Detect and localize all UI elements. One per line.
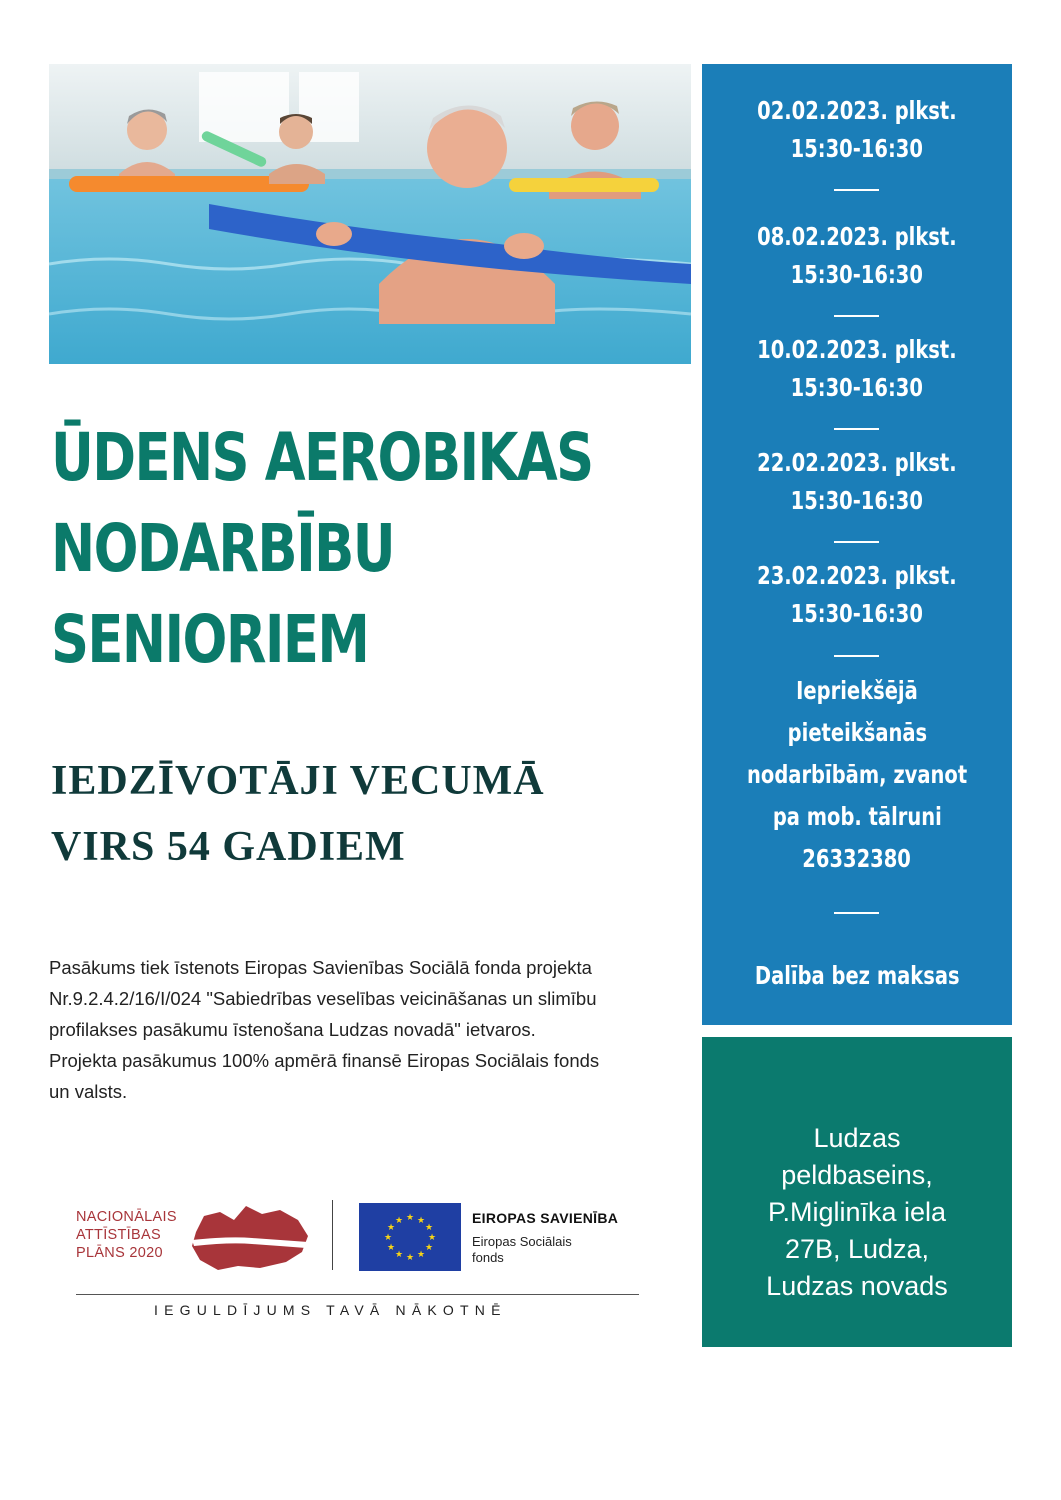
svg-text:★: ★ — [424, 1223, 434, 1233]
phone-number: 26332380 — [802, 844, 912, 873]
eu-sub-line: Eiropas Sociālais — [472, 1234, 572, 1249]
schedule-panel — [702, 64, 1012, 1025]
session-time: 15:30-16:30 — [790, 373, 924, 402]
session-item — [702, 331, 1012, 407]
eu-title: EIROPAS SAVIENĪBA — [472, 1210, 619, 1226]
location-line: P.Miglinīka iela — [767, 1197, 947, 1227]
separator — [834, 315, 879, 317]
separator — [834, 655, 879, 657]
registration-line: Iepriekšējā — [796, 676, 918, 705]
description-line: profilakses pasākumu īstenošana Ludzas novadā" ietvaros. — [49, 1019, 536, 1040]
audience-subtitle — [51, 748, 691, 880]
svg-text:★: ★ — [405, 1253, 415, 1263]
svg-text:★: ★ — [394, 1216, 404, 1226]
registration-line: nodarbībām, zvanot — [746, 760, 968, 789]
session-item — [702, 218, 1012, 294]
location-line: Ludzas novads — [766, 1271, 948, 1301]
eu-flag-icon — [359, 1203, 461, 1271]
svg-text:★: ★ — [386, 1243, 396, 1253]
nap-line: ATTĪSTĪBAS — [76, 1227, 161, 1243]
location-panel — [702, 1037, 1012, 1347]
session-date: 23.02.2023. plkst. — [757, 561, 957, 590]
main-title — [51, 412, 593, 685]
session-item — [702, 92, 1012, 168]
description-line: un valsts. — [49, 1081, 128, 1102]
session-date: 10.02.2023. plkst. — [757, 335, 957, 364]
eu-subtitle — [472, 1234, 572, 1266]
session-item — [702, 444, 1012, 520]
svg-text:★: ★ — [405, 1213, 415, 1223]
location-line: 27B, Ludza, — [784, 1234, 930, 1264]
session-date: 08.02.2023. plkst. — [757, 222, 957, 251]
latvia-map-logo — [190, 1202, 312, 1274]
logo-divider — [332, 1200, 333, 1270]
logo-baseline — [76, 1294, 639, 1295]
nap-logo-text — [76, 1208, 177, 1262]
svg-text:★: ★ — [424, 1243, 434, 1253]
session-date: 22.02.2023. plkst. — [757, 448, 957, 477]
free-label: Dalība bez maksas — [754, 961, 960, 990]
free-participation — [702, 957, 1012, 995]
description-line: Nr.9.2.4.2/16/I/024 "Sabiedrības veselības veicināšanas un slimību — [49, 988, 597, 1009]
description-line: Projekta pasākumus 100% apmērā finansē Eiropas Sociālais fonds — [49, 1050, 600, 1071]
svg-text:★: ★ — [394, 1250, 404, 1260]
nap-line: PLĀNS 2020 — [76, 1245, 163, 1261]
location-line: peldbaseins, — [781, 1160, 933, 1190]
subtitle-line: VIRS 54 GADIEM — [51, 824, 406, 870]
svg-text:★: ★ — [383, 1233, 393, 1243]
registration-line: pa mob. tālruni — [772, 802, 942, 831]
svg-text:★: ★ — [416, 1250, 426, 1260]
subtitle-line: IEDZĪVOTĀJI VECUMĀ — [51, 758, 545, 804]
eu-sub-line: fonds — [472, 1250, 504, 1265]
session-time: 15:30-16:30 — [790, 260, 924, 289]
nap-line: NACIONĀLAIS — [76, 1209, 177, 1225]
funding-logos — [76, 1198, 646, 1328]
location-line: Ludzas — [813, 1123, 901, 1153]
session-item — [702, 557, 1012, 633]
session-time: 15:30-16:30 — [790, 486, 924, 515]
title-line: ŪDENS AEROBIKAS — [51, 419, 593, 496]
project-description — [49, 952, 694, 1107]
svg-text:★: ★ — [427, 1233, 437, 1243]
title-line: NODARBĪBU — [51, 510, 395, 587]
hero-photo — [49, 64, 691, 364]
session-time: 15:30-16:30 — [790, 134, 924, 163]
tagline: IEGULDĪJUMS TAVĀ NĀKOTNĒ — [154, 1302, 507, 1318]
svg-text:★: ★ — [416, 1216, 426, 1226]
pool-seniors-image — [49, 64, 691, 364]
separator — [834, 912, 879, 914]
session-date: 02.02.2023. plkst. — [757, 96, 957, 125]
description-line: Pasākums tiek īstenots Eiropas Savienības Sociālā fonda projekta — [49, 957, 592, 978]
session-time: 15:30-16:30 — [790, 599, 924, 628]
svg-text:★: ★ — [386, 1223, 396, 1233]
separator — [834, 428, 879, 430]
title-line: SENIORIEM — [51, 601, 369, 678]
registration-info — [702, 670, 1012, 880]
registration-line: pieteikšanās — [787, 718, 927, 747]
separator — [834, 541, 879, 543]
separator — [834, 189, 879, 191]
